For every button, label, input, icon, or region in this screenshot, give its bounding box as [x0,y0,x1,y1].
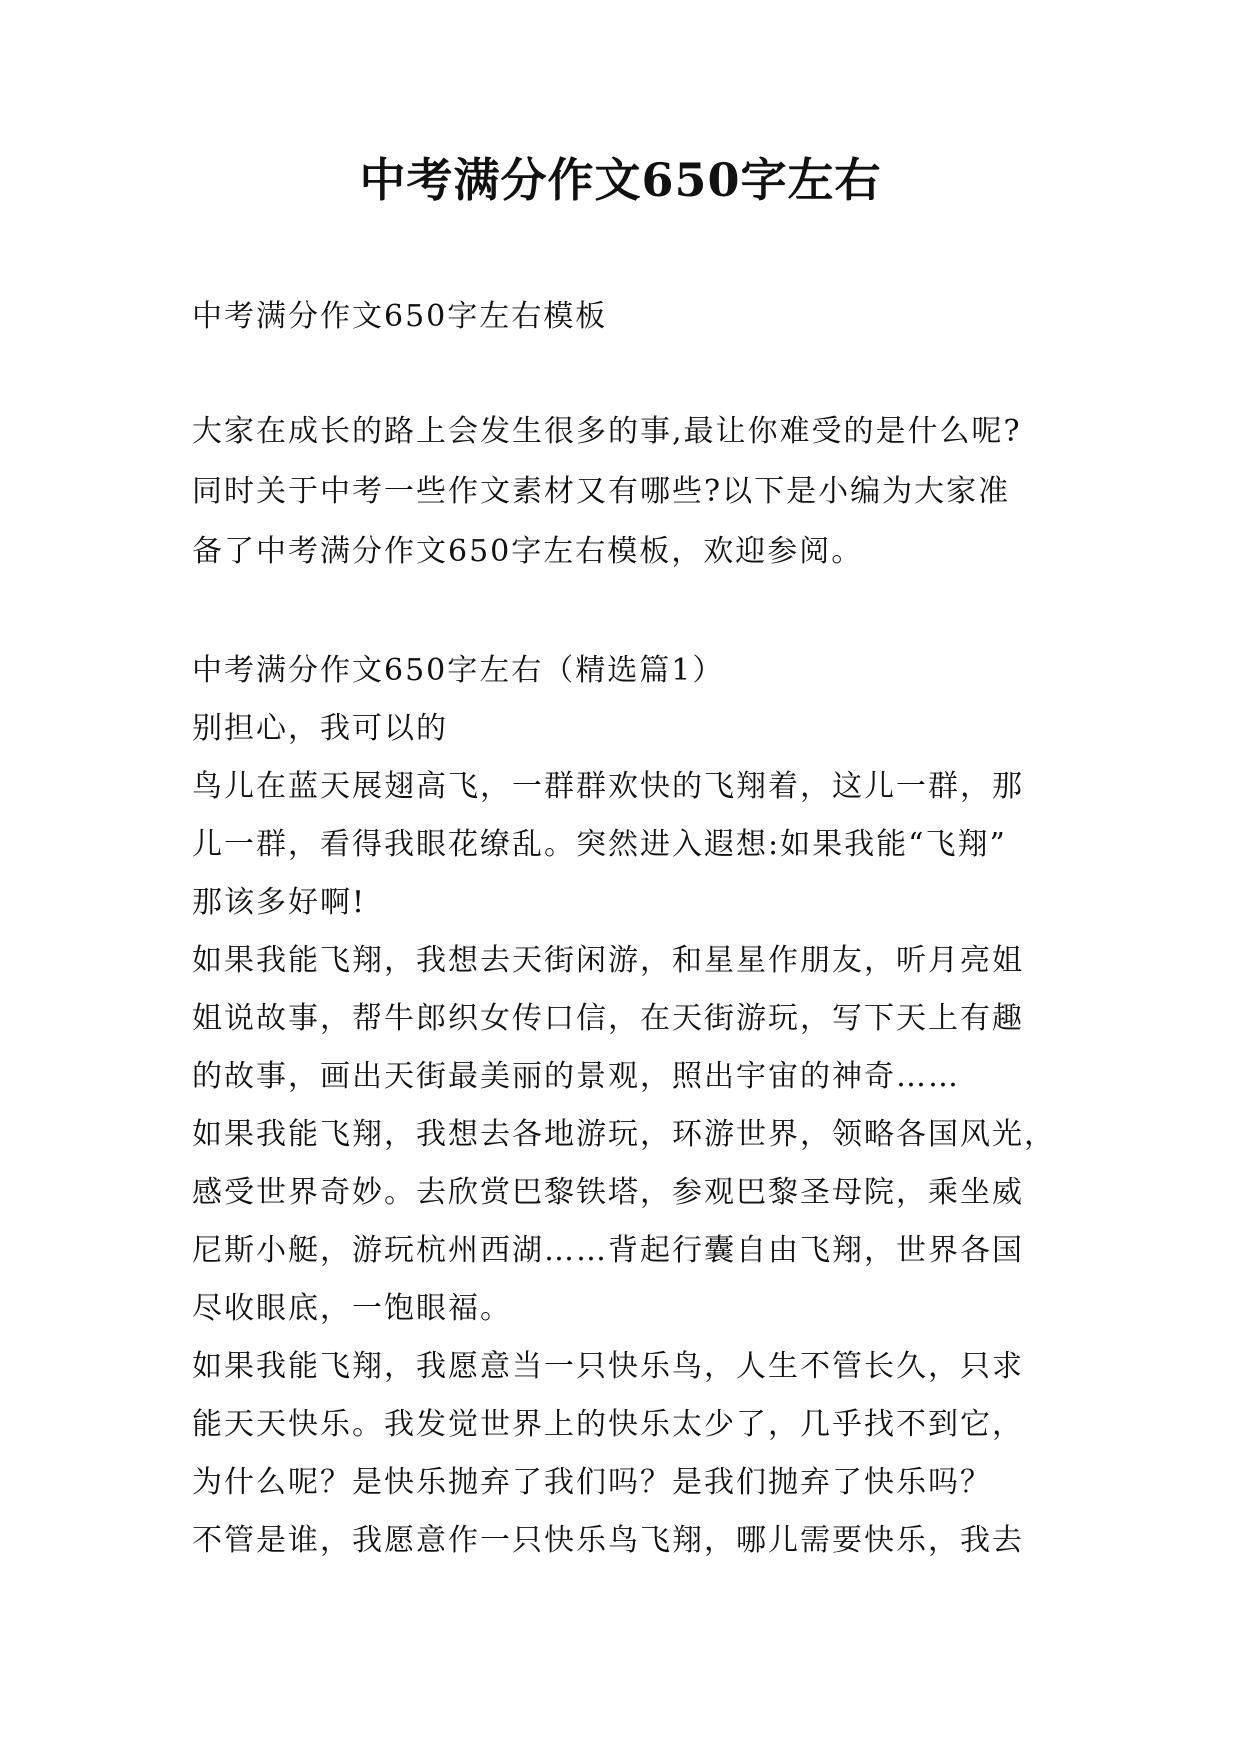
intro-line: 大家在成长的路上会发生很多的事,最让你难受的是什么呢? [192,414,1022,449]
intro-paragraph [192,402,1072,582]
essay-line: 姐说故事，帮牛郎织女传口信，在天街游玩，写下天上有趣 [192,1001,1024,1036]
essay-title: 别担心，我可以的 [192,711,448,746]
essay-line: 能天天快乐。我发觉世界上的快乐太少了，几乎找不到它， [192,1407,1024,1442]
essay-line: 如果我能飞翔，我愿意当一只快乐鸟，人生不管长久，只求 [192,1349,1024,1384]
essay-body [192,642,1072,1570]
essay-line: 不管是谁，我愿意作一只快乐鸟飞翔，哪儿需要快乐，我去 [192,1523,1024,1558]
intro-line: 备了中考满分作文650字左右模板，欢迎参阅。 [192,534,864,569]
document-subtitle: 中考满分作文650字左右模板 [192,299,608,334]
intro-line: 同时关于中考一些作文素材又有哪些?以下是小编为大家准 [192,474,1011,509]
essay-line: 感受世界奇妙。去欣赏巴黎铁塔，参观巴黎圣母院，乘坐威 [192,1175,1024,1210]
essay-line: 的故事，画出天街最美丽的景观，照出宇宙的神奇…… [192,1059,960,1094]
document-title: 中考满分作文650字左右 [359,153,882,207]
essay-line: 尼斯小艇，游玩杭州西湖……背起行囊自由飞翔，世界各国 [192,1233,1024,1268]
essay-line: 为什么呢？是快乐抛弃了我们吗？是我们抛弃了快乐吗？ [192,1465,992,1500]
essay-line: 尽收眼底，一饱眼福。 [192,1291,512,1326]
essay-line: 如果我能飞翔，我想去各地游玩，环游世界，领略各国风光， [192,1117,1056,1152]
essay-line: 那该多好啊! [192,885,367,920]
essay-line: 儿一群，看得我眼花缭乱。突然进入遐想:如果我能“飞翔” [192,827,1007,862]
essay-line: 鸟儿在蓝天展翅高飞，一群群欢快的飞翔着，这儿一群，那 [192,769,1024,804]
essay-section-heading: 中考满分作文650字左右（精选篇1） [192,653,725,688]
essay-line: 如果我能飞翔，我想去天街闲游，和星星作朋友，听月亮姐 [192,943,1024,978]
